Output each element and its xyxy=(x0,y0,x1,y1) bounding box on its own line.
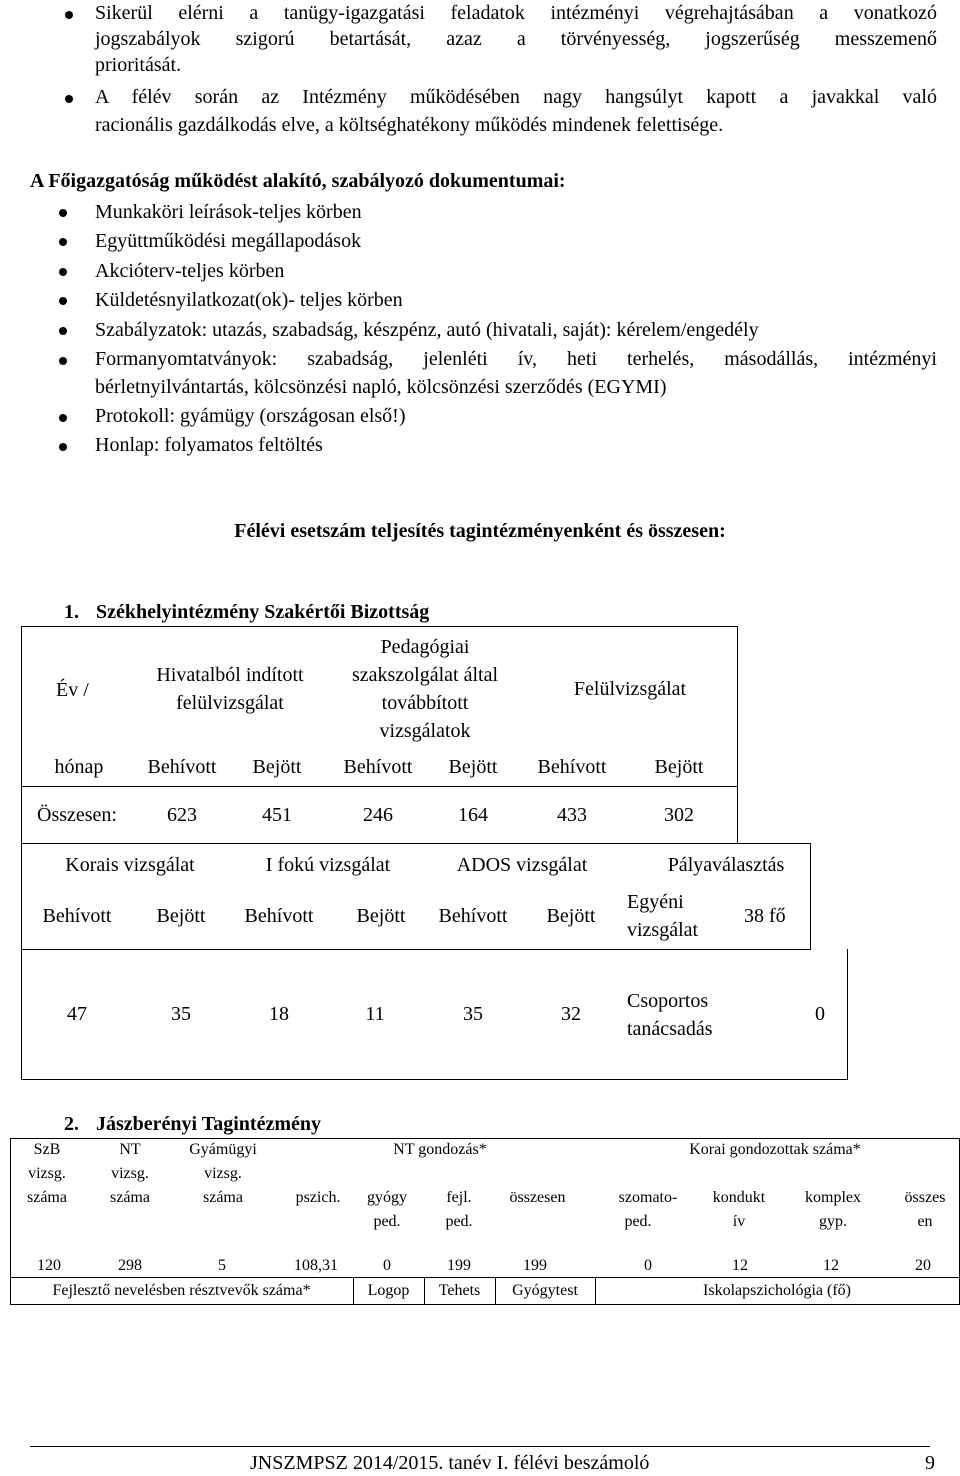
fejl-header-line-1: fejl. xyxy=(446,1189,472,1206)
value-cell: 298 xyxy=(118,1257,142,1274)
total-value: 433 xyxy=(557,804,587,826)
footer-rule xyxy=(30,1446,930,1447)
csoportos-label-line-2: tanácsadás xyxy=(627,1018,713,1040)
sub-header: Behívott xyxy=(537,756,607,778)
docs-item-continuation: bérletnyilvántartás, kölcsönzési napló, kölcsönzési szerződés (EGYMI) xyxy=(95,376,667,398)
bullet-icon xyxy=(59,357,67,365)
bullet-icon xyxy=(65,11,73,19)
total-value: 451 xyxy=(262,804,292,826)
gyam-header-line-2: vizsg. xyxy=(204,1165,242,1182)
second-header: I fokú vizsgálat xyxy=(265,854,391,876)
second-value: 18 xyxy=(269,1003,289,1025)
bottom-row-cell: Gyógytest xyxy=(512,1282,578,1299)
bullet-icon xyxy=(59,414,67,422)
intro-paragraph-1-line-2: jogszabályok szigorú betartását, azaz a törvényesség, jogszerűség messzemenő xyxy=(95,28,937,50)
col2-header-line-4: vizsgálatok xyxy=(379,720,471,742)
egyeni-label-line-1: Egyéni xyxy=(627,891,684,913)
second-header: Korais vizsgálat xyxy=(65,854,195,876)
docs-item: Honlap: folyamatos feltöltés xyxy=(95,434,323,456)
sub-header: Bejött xyxy=(654,756,704,778)
nt-header-line-2: vizsg. xyxy=(111,1165,149,1182)
col2-header-line-2: szakszolgálat által xyxy=(351,664,499,686)
table-border xyxy=(21,1079,848,1080)
kondukt-header-line-2: ív xyxy=(732,1213,746,1230)
table-border xyxy=(21,949,811,950)
gyam-header-line-3: száma xyxy=(203,1189,243,1206)
gyogy-header-line-1: gyógy xyxy=(367,1189,407,1206)
sub-header: Bejött xyxy=(252,756,302,778)
komplex-header-line-1: komplex xyxy=(805,1189,861,1206)
bottom-row-cell: Logop xyxy=(367,1282,410,1299)
value-cell: 108,31 xyxy=(294,1257,338,1274)
sub-header: Behívott xyxy=(147,756,217,778)
egyeni-value: 38 fő xyxy=(744,905,786,927)
gyogy-header-line-2: ped. xyxy=(373,1213,401,1230)
second-value: 35 xyxy=(463,1003,483,1025)
szb-header-line-3: száma xyxy=(27,1189,67,1206)
second-sub: Behívott xyxy=(42,905,112,927)
total-value: 623 xyxy=(167,804,197,826)
second-sub: Behívott xyxy=(244,905,314,927)
bullet-icon xyxy=(59,297,67,305)
egyeni-label-line-2: vizsgálat xyxy=(627,919,699,941)
docs-item: Akcióterv-teljes körben xyxy=(95,260,285,282)
docs-item: Munkaköri leírások-teljes körben xyxy=(95,201,362,223)
szb-header-line-2: vizsg. xyxy=(28,1165,66,1182)
second-header: ADOS vizsgálat xyxy=(456,854,588,876)
table-border xyxy=(21,843,811,844)
second-value: 32 xyxy=(561,1003,581,1025)
value-cell: 12 xyxy=(823,1257,839,1274)
bottom-row-cell: Tehets xyxy=(438,1282,481,1299)
szomato-header-line-2: ped. xyxy=(624,1213,652,1230)
szomato-header-line-1: szomato- xyxy=(618,1189,678,1206)
bullet-icon xyxy=(59,327,67,335)
osszesen-header: összesen xyxy=(509,1189,566,1206)
nt-header-line-1: NT xyxy=(119,1141,141,1158)
docs-item: Együttműködési megállapodások xyxy=(95,230,362,252)
value-cell: 12 xyxy=(732,1257,748,1274)
col2-header-line-3: továbbított xyxy=(381,692,469,714)
total-label: Összesen: xyxy=(37,804,117,826)
second-sub: Bejött xyxy=(356,905,406,927)
second-sub: Bejött xyxy=(156,905,206,927)
section2-title: Jászberényi Tagintézmény xyxy=(96,1113,321,1135)
second-header: Pályaválasztás xyxy=(667,854,785,876)
bullet-icon xyxy=(59,268,67,276)
szb-header-line-1: SzB xyxy=(33,1141,61,1158)
ev-label: Év / xyxy=(56,679,89,701)
section1-title: Székhelyintézmény Szakértői Bizottság xyxy=(96,601,430,623)
table-border xyxy=(737,786,738,844)
bullet-icon xyxy=(65,95,73,103)
second-value: 47 xyxy=(67,1003,87,1025)
docs-item: Protokoll: gyámügy (országosan első!) xyxy=(95,405,406,427)
intro-paragraph-2-line-2: racionális gazdálkodás elve, a költséghatékony működés mindenek felettisége. xyxy=(95,114,724,136)
table-border xyxy=(21,626,22,1080)
value-cell: 120 xyxy=(37,1257,61,1274)
docs-item: Formanyomtatványok: szabadság, jelenléti ív, heti terhelés, másodállás, intézményi xyxy=(95,348,937,370)
value-cell: 20 xyxy=(915,1257,931,1274)
col1-header-line-2: felülvizsgálat xyxy=(176,692,284,714)
section1-number: 1. xyxy=(64,601,79,623)
total-value: 246 xyxy=(363,804,393,826)
total-value: 164 xyxy=(458,804,488,826)
bullet-icon xyxy=(59,209,67,217)
table-border xyxy=(847,949,848,1080)
korai-gondozottak-header: Korai gondozottak száma* xyxy=(689,1141,861,1158)
intro-paragraph-2-line-1: A félév során az Intézmény működésében nagy hangsúlyt kapott a javakkal való xyxy=(95,86,937,108)
page-number: 9 xyxy=(925,1452,935,1474)
table-border xyxy=(10,1304,960,1305)
pszich-header: pszich. xyxy=(295,1189,341,1206)
kondukt-header-line-1: kondukt xyxy=(712,1189,766,1206)
nt-header-line-3: száma xyxy=(110,1189,150,1206)
value-cell: 5 xyxy=(218,1257,226,1274)
sub-header: Behívott xyxy=(343,756,413,778)
intro-paragraph-1-line-3: prioritását. xyxy=(95,54,182,76)
bullet-icon xyxy=(59,443,67,451)
value-cell: 0 xyxy=(383,1257,391,1274)
nt-gondozas-header: NT gondozás* xyxy=(393,1141,487,1158)
section2-number: 2. xyxy=(64,1113,79,1135)
bottom-row-cell: Iskolapszichológia (fő) xyxy=(703,1282,851,1299)
gyam-header-line-1: Gyámügyi xyxy=(189,1141,257,1158)
value-cell: 0 xyxy=(644,1257,652,1274)
csoportos-value: 0 xyxy=(815,1003,825,1025)
osszes-header-line-2: en xyxy=(917,1213,933,1230)
table-border xyxy=(737,626,738,787)
bottom-row-cell: Fejlesztő nevelésben résztvevők száma* xyxy=(52,1282,311,1299)
docs-item: Szabályzatok: utazás, szabadság, készpénz, autó (hivatali, saját): kérelem/engedély xyxy=(95,319,759,341)
value-cell: 199 xyxy=(523,1257,547,1274)
docs-item: Küldetésnyilatkozat(ok)- teljes körben xyxy=(95,289,403,311)
bullet-icon xyxy=(59,238,67,246)
col2-header-line-1: Pedagógiai xyxy=(380,636,470,658)
honap-label: hónap xyxy=(54,756,104,778)
fejl-header-line-2: ped. xyxy=(445,1213,473,1230)
second-value: 35 xyxy=(171,1003,191,1025)
docs-heading: A Főigazgatóság működést alakító, szabályozó dokumentumai: xyxy=(30,170,566,192)
value-cell: 199 xyxy=(447,1257,471,1274)
sub-header: Bejött xyxy=(448,756,498,778)
table-border xyxy=(21,786,738,787)
intro-paragraph-1-line-1: Sikerül elérni a tanügy-igazgatási feladatok intézményi végrehajtásában a vonatkozó xyxy=(95,2,937,24)
osszes-header-line-1: összes xyxy=(904,1189,946,1206)
second-sub: Bejött xyxy=(546,905,596,927)
table-border xyxy=(21,626,738,627)
stats-heading: Félévi esetszám teljesítés tagintézményenként és összesen: xyxy=(234,520,726,542)
csoportos-label-line-1: Csoportos xyxy=(627,990,709,1012)
footer-text: JNSZMPSZ 2014/2015. tanév I. félévi beszámoló xyxy=(250,1452,650,1474)
total-value: 302 xyxy=(664,804,694,826)
col3-header: Felülvizsgálat xyxy=(573,678,687,700)
second-value: 11 xyxy=(365,1003,385,1025)
col1-header-line-1: Hivatalból indított xyxy=(156,664,304,686)
second-sub: Behívott xyxy=(438,905,508,927)
komplex-header-line-2: gyp. xyxy=(819,1213,847,1230)
